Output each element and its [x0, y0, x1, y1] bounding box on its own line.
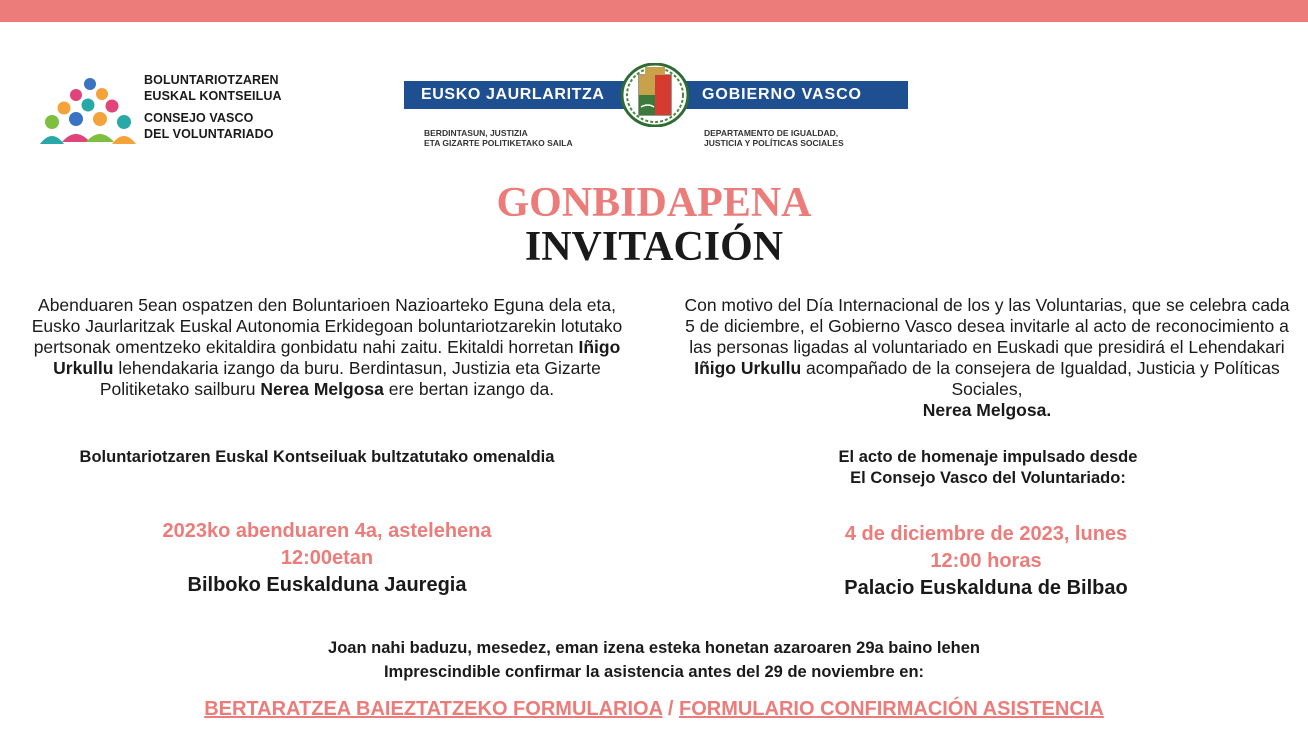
subtitle-basque: Boluntariotzaren Euskal Kontseiluak bultzatutako omenaldia [79, 448, 555, 466]
title-basque: GONBIDAPENA [496, 180, 812, 226]
intro-basque-part3: ere bertan izango da. [383, 379, 555, 399]
council-name-line4: DEL VOLUNTARIADO [144, 127, 274, 141]
event-date-spanish: 4 de diciembre de 2023, lunes [844, 523, 1128, 545]
event-details-spanish [676, 521, 1296, 602]
title-spanish: INVITACIÓN [524, 224, 784, 270]
subtitle-spanish [688, 447, 1288, 489]
gobierno-vasco-label: GOBIERNO VASCO [702, 86, 862, 103]
registration-link-basque[interactable]: BERTARATZEA BAIEZTATZEKO FORMULARIOA [204, 698, 663, 720]
register-note-spanish: Imprescindible confirmar la asistencia antes del 29 de noviembre en: [383, 663, 925, 681]
councillor-name-es: Nerea Melgosa. [922, 400, 1052, 420]
volunteer-council-name [144, 72, 282, 142]
intro-spanish-part1: Con motivo del Día Internacional de los y las Voluntarias, que se celebra cada 5 de diciembre, el Gobierno Vasco desea invitarle al acto de reconocimiento a las personas ligadas al voluntariado en Euskadi que presidirá el Lehendakari [684, 295, 1290, 357]
registration-links [0, 695, 1308, 723]
subtitle-spanish-line2: El Consejo Vasco del Voluntariado: [850, 469, 1126, 487]
link-separator: / [662, 698, 679, 720]
intro-spanish-part2: acompañado de la consejera de Igualdad, Justicia y Políticas Sociales, [801, 358, 1280, 399]
council-name-line1: BOLUNTARIOTZAREN [144, 73, 279, 87]
department-es [704, 128, 844, 148]
subtitle-spanish-line1: El acto de homenaje impulsado desde [838, 448, 1138, 466]
eusko-jaurlaritza-label: EUSKO JAURLARITZA [421, 86, 605, 103]
intro-basque [12, 295, 642, 400]
intro-basque-part1: Abenduaren 5ean ospatzen den Boluntarioen Nazioarteko Eguna dela eta, Eusko Jaurlaritzak Euskal Autonomia Erkidegoan boluntariotzarekin lotutako pertsonak omentzeko ekitaldira gonbidatu nahi zaitu. Ekitaldi horretan [31, 295, 623, 357]
intro-spanish [678, 295, 1296, 421]
basque-coat-of-arms-icon [621, 63, 689, 127]
department-es-line1: DEPARTAMENTO DE IGUALDAD, [704, 128, 839, 138]
event-venue-spanish: Palacio Euskalduna de Bilbao [844, 577, 1128, 599]
councillor-name: Nerea Melgosa [260, 379, 384, 399]
department-es-line2: JUSTICIA Y POLÍTICAS SOCIALES [704, 138, 844, 148]
people-circle-logo-icon [38, 76, 138, 148]
event-time-spanish: 12:00 horas [930, 550, 1042, 572]
council-name-line2: EUSKAL KONTSEILUA [144, 89, 282, 103]
register-note-basque: Joan nahi baduzu, mesedez, eman izena esteka honetan azaroaren 29a baino lehen [328, 639, 980, 657]
event-details-basque [12, 518, 642, 599]
department-eu-line2: ETA GIZARTE POLITIKETAKO SAILA [424, 138, 573, 148]
event-venue-basque: Bilboko Euskalduna Jauregia [187, 574, 467, 596]
intro-spanish-text [678, 295, 1296, 421]
intro-basque-part2: lehendakaria izango da buru. Berdintasun, Justizia eta Gizarte Politiketako sailburu [99, 358, 601, 399]
top-accent-bar [0, 0, 1308, 22]
event-date-basque: 2023ko abenduaren 4a, astelehena [162, 520, 492, 542]
president-name-es: Iñigo Urkullu [694, 358, 802, 378]
intro-basque-text [12, 295, 642, 400]
council-name-line3: CONSEJO VASCO [144, 111, 254, 125]
registration-link-spanish[interactable]: FORMULARIO CONFIRMACIÓN ASISTENCIA [678, 698, 1104, 720]
department-eu-line1: BERDINTASUN, JUSTIZIA [424, 128, 528, 138]
president-name: Iñigo Urkullu [53, 337, 621, 378]
event-time-basque: 12:00etan [280, 547, 374, 569]
department-eu [424, 128, 573, 148]
